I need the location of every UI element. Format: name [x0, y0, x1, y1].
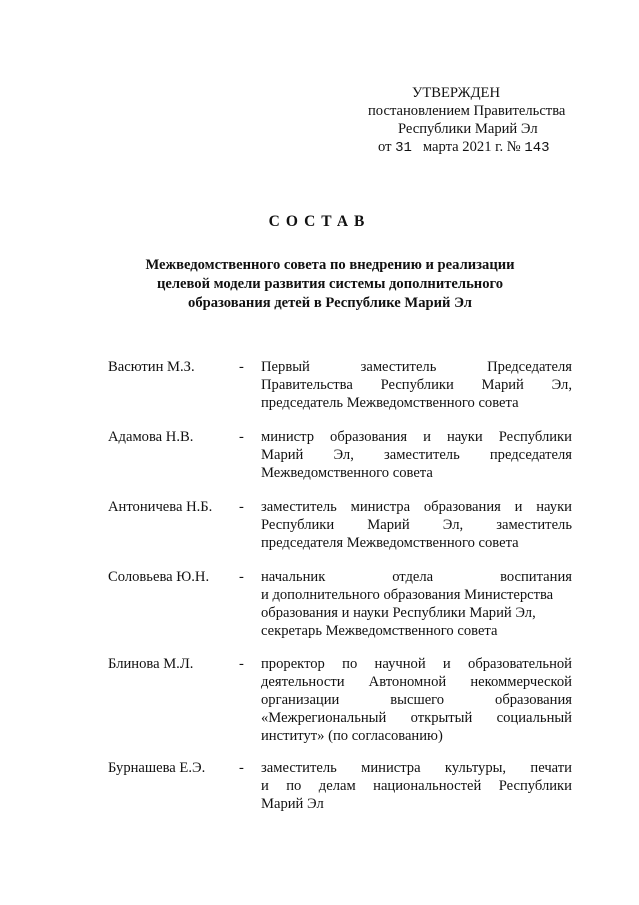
- role-word: социальный: [496, 710, 572, 726]
- role-line: Марий Эл: [261, 796, 324, 812]
- role-word: по: [342, 656, 358, 672]
- role-word: Эл,: [442, 517, 464, 533]
- role-word: образования: [330, 429, 408, 445]
- member-role: [261, 655, 572, 745]
- role-word: национальностей: [373, 778, 482, 794]
- role-line: [261, 358, 572, 376]
- role-word: воспитания: [500, 569, 572, 585]
- role-word: деятельности: [261, 674, 345, 690]
- role-word: начальник: [261, 569, 326, 585]
- role-line: [261, 568, 572, 586]
- role-word: организации: [261, 692, 340, 708]
- member-role: [261, 428, 572, 482]
- subtitle-line: целевой модели развития системы дополнительного: [156, 276, 504, 292]
- role-word: Республики: [380, 377, 454, 393]
- role-word: по: [286, 778, 302, 794]
- role-word: Автономной: [368, 674, 447, 690]
- role-word: Первый: [261, 359, 310, 375]
- subtitle-line: Межведомственного совета по внедрению и реализации: [145, 257, 515, 273]
- member-dash: -: [239, 429, 244, 445]
- approval-date-prefix: от: [378, 139, 392, 155]
- role-word: министра: [361, 760, 421, 776]
- role-word: проректор: [261, 656, 325, 672]
- role-word: Эл,: [333, 447, 354, 463]
- role-word: министр: [261, 429, 314, 445]
- role-line: [261, 376, 572, 394]
- member-name: Васютин М.З.: [108, 359, 195, 375]
- role-word: и: [423, 429, 431, 445]
- approval-day: 31: [395, 140, 412, 156]
- role-word: печати: [530, 760, 572, 776]
- member-role: [261, 759, 572, 813]
- role-word: министра: [350, 499, 411, 515]
- role-word: делам: [318, 778, 356, 794]
- member-name: Антоничева Н.Б.: [108, 499, 213, 515]
- role-word: заместитель: [383, 447, 460, 463]
- role-word: Правительства: [261, 377, 353, 393]
- role-word: Республики: [498, 429, 572, 445]
- role-word: образования: [495, 692, 572, 708]
- document-title: СОСТАВ: [268, 213, 371, 230]
- member-name: Блинова М.Л.: [108, 656, 194, 672]
- role-word: Республики: [498, 778, 572, 794]
- role-word: научной: [374, 656, 426, 672]
- role-word: науки: [536, 499, 572, 515]
- role-word: и: [514, 499, 523, 515]
- subtitle-line: образования детей в Республике Марий Эл: [188, 295, 472, 311]
- role-line: [261, 673, 572, 691]
- member-role: [261, 358, 572, 412]
- role-word: некоммерческой: [470, 674, 572, 690]
- role-word: заместитель: [261, 760, 337, 776]
- member-name: Соловьева Ю.Н.: [108, 569, 210, 585]
- role-word: образования: [423, 499, 501, 515]
- role-word: председателя: [489, 447, 572, 463]
- member-dash: -: [239, 569, 244, 585]
- approval-line-1: постановлением Правительства: [368, 103, 566, 119]
- role-line: секретарь Межведомственного совета: [261, 623, 498, 639]
- role-line: образования и науки Республики Марий Эл,: [261, 605, 536, 621]
- role-line: [261, 709, 572, 727]
- role-word: Марий: [261, 447, 304, 463]
- role-line: и дополнительного образования Министерства: [261, 587, 554, 603]
- role-word: Марий: [481, 377, 524, 393]
- role-line: [261, 446, 572, 464]
- role-line: [261, 777, 572, 795]
- role-word: Марий: [367, 517, 410, 533]
- role-line: институт» (по согласованию): [261, 728, 443, 744]
- member-dash: -: [239, 760, 244, 776]
- role-word: и: [442, 656, 451, 672]
- role-line: [261, 691, 572, 709]
- role-word: заместитель: [261, 499, 337, 515]
- role-word: и: [261, 778, 269, 794]
- approval-month-year: марта 2021 г. №: [422, 139, 521, 155]
- approval-number: 143: [524, 140, 550, 156]
- role-word: Республики: [261, 517, 335, 533]
- role-word: заместитель: [360, 359, 437, 375]
- role-word: отдела: [392, 569, 434, 585]
- member-dash: -: [239, 656, 244, 672]
- member-role: [261, 498, 572, 552]
- role-line: [261, 428, 572, 446]
- role-line: председатель Межведомственного совета: [261, 395, 519, 411]
- role-word: культуры,: [444, 760, 507, 776]
- role-line: [261, 759, 572, 777]
- role-word: заместитель: [496, 517, 572, 533]
- role-word: «Межрегиональный: [261, 710, 387, 726]
- role-line: [261, 498, 572, 516]
- role-line: [261, 516, 572, 534]
- member-dash: -: [239, 499, 244, 515]
- role-word: науки: [446, 429, 483, 445]
- role-word: открытый: [410, 710, 473, 726]
- role-word: образовательной: [468, 656, 572, 672]
- role-line: Межведомственного совета: [261, 465, 433, 481]
- approval-line-2: Республики Марий Эл: [398, 121, 538, 137]
- role-line: председателя Межведомственного совета: [261, 535, 519, 551]
- member-name: Бурнашева Е.Э.: [108, 760, 206, 776]
- member-role: [261, 568, 572, 640]
- role-word: Председателя: [487, 359, 572, 375]
- role-word: высшего: [390, 692, 445, 708]
- member-dash: -: [239, 359, 244, 375]
- role-line: [261, 655, 572, 673]
- approval-title: УТВЕРЖДЕН: [412, 85, 500, 101]
- role-word: Эл,: [551, 377, 572, 393]
- member-name: Адамова Н.В.: [108, 429, 194, 445]
